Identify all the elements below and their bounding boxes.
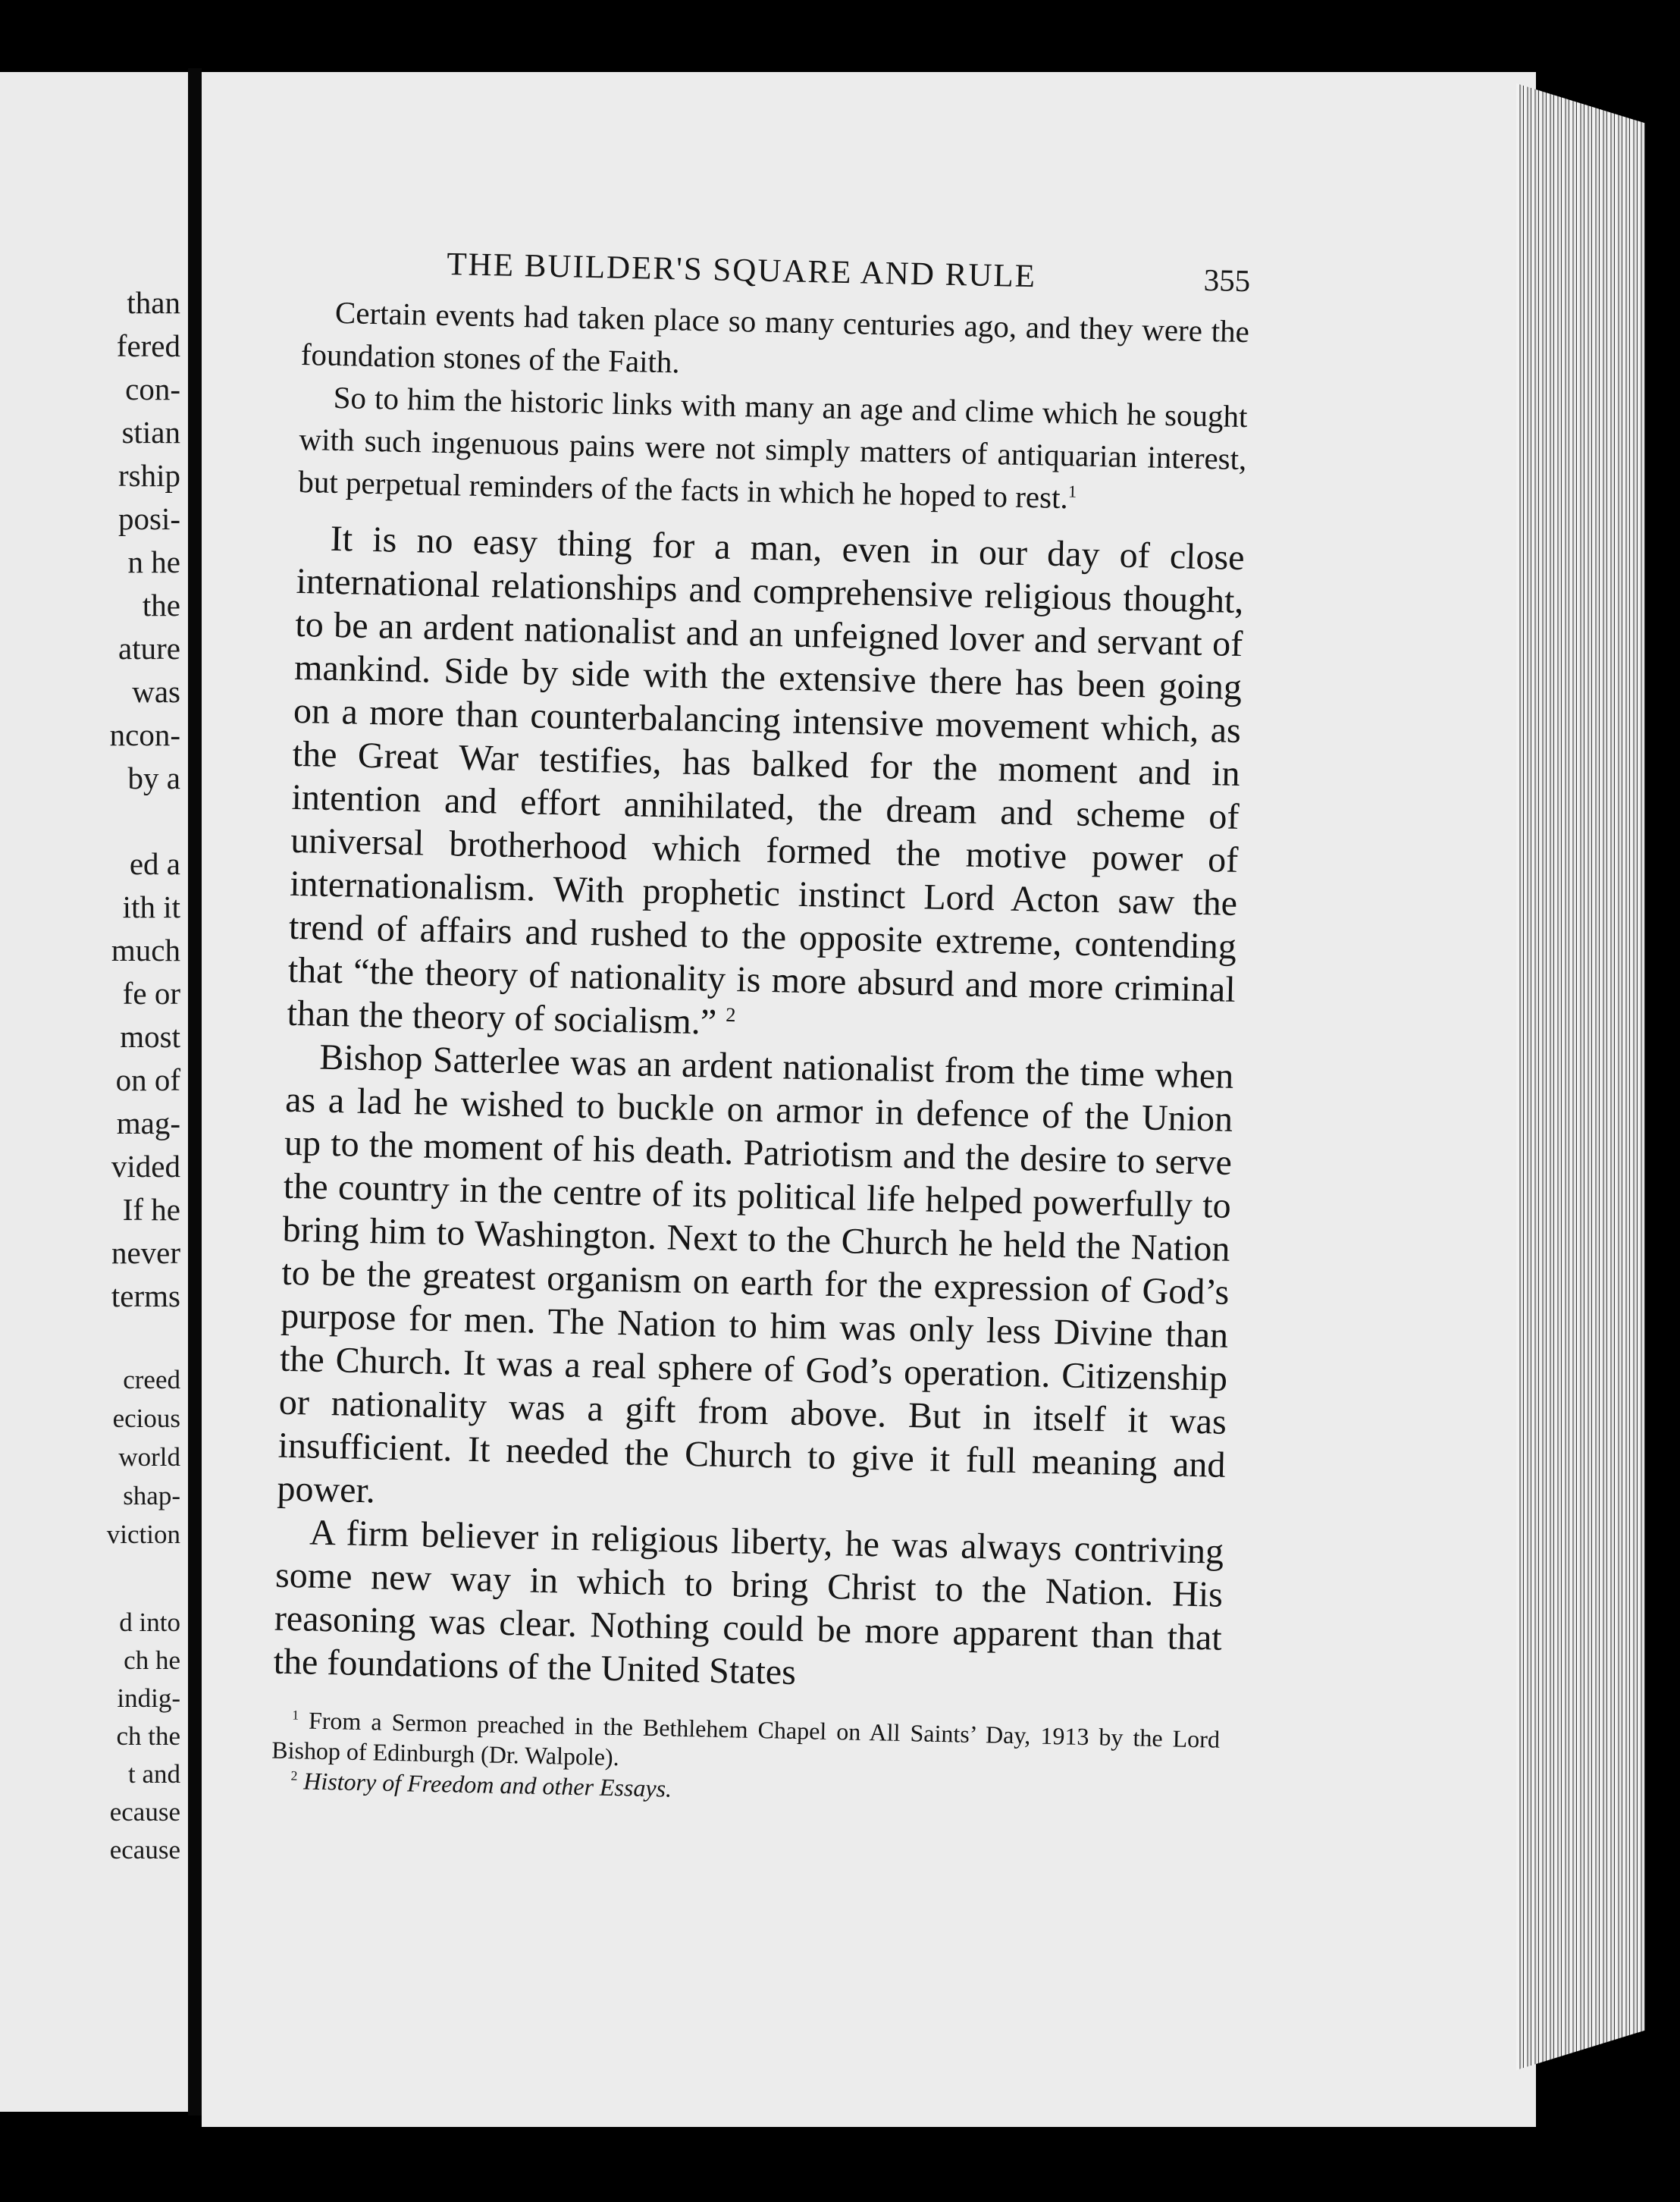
paragraph-2 bbox=[298, 375, 1248, 522]
left-page-line-fragment: fered bbox=[116, 328, 180, 363]
left-page-line-fragment: If he bbox=[122, 1192, 180, 1227]
left-page-line-fragment: rship bbox=[118, 458, 180, 493]
left-page-line-fragment: mag- bbox=[116, 1106, 180, 1140]
footnote-2-marker: 2 bbox=[290, 1768, 298, 1783]
page-number: 355 bbox=[1203, 262, 1251, 299]
left-page-line-fragment: ature bbox=[118, 631, 180, 666]
left-page-line-fragment: viction bbox=[106, 1520, 180, 1549]
footnote-1-marker: 1 bbox=[292, 1707, 299, 1723]
left-page-line-fragment: shap- bbox=[123, 1481, 180, 1510]
paragraph-2-text: So to him the historic links with many an age and clime which he sought with such ingenuous pains were not simply matters of antiquarian interest, but perpetual reminders of the facts in which he hoped to rest. bbox=[297, 379, 1248, 516]
left-page-line-fragment: ecause bbox=[109, 1835, 180, 1865]
running-head-title: THE BUILDER'S SQUARE AND RULE bbox=[446, 246, 1037, 295]
left-page-line-fragment: most bbox=[120, 1019, 180, 1054]
footnote-2-text: History of Freedom and other Essays. bbox=[302, 1767, 672, 1802]
left-page-line-fragment: d into bbox=[119, 1608, 180, 1637]
left-page-line-fragment: stian bbox=[121, 415, 180, 450]
left-page-line-fragment: ncon- bbox=[109, 717, 180, 752]
left-page-line-fragment: creed bbox=[123, 1365, 180, 1394]
note-reference-2: 2 bbox=[726, 1002, 736, 1027]
left-page-line-fragment: terms bbox=[111, 1278, 180, 1313]
left-page-line-fragment: much bbox=[111, 933, 180, 968]
left-page-line-fragment: n he bbox=[127, 544, 180, 579]
left-page-line-fragment: the bbox=[142, 588, 180, 623]
left-facing-page bbox=[0, 72, 188, 2112]
left-page-line-fragment: never bbox=[111, 1235, 180, 1270]
left-page-line-fragment: vided bbox=[111, 1149, 180, 1184]
left-page-line-fragment: by a bbox=[127, 761, 180, 795]
left-page-line-fragment: indig- bbox=[117, 1683, 180, 1713]
book-gutter bbox=[188, 68, 202, 2116]
left-page-line-fragment: con- bbox=[125, 372, 180, 406]
left-page-line-fragment: world bbox=[118, 1442, 180, 1472]
paragraph-3-text: It is no easy thing for a man, even in our day of close international relationships and comprehensive religious thought, to be an ardent nationalist and an unfeigned lover and servant of mankind. Side by side with the extensive there has been going on a more than counterbalancing intensive movement which, as the Great War testifies, has balked for the moment and in intention and effort annihilated, the dream and scheme of universal brotherhood which formed the motive power of internationalism. With prophetic instinct Lord Acton saw the trend of affairs and rushed to the opposite extreme, contending that “the theory of nationality is more absurd and more criminal than the theory of socialism.” bbox=[287, 518, 1246, 1043]
left-page-line-fragment: ch he bbox=[124, 1645, 180, 1675]
left-page-line-fragment: fe or bbox=[122, 976, 180, 1011]
footnote-1-text: From a Sermon preached in the Bethlehem Chapel on All Saints’ Day, 1913 by the Lord Bishop of Edinburgh (Dr. Walpole). bbox=[271, 1706, 1221, 1771]
paragraph-4-text: Bishop Satterlee was an ardent nationalist from the time when as a lad he wished to buckle on armor in defence of the Union up to the moment of his death. Patriotism and the desire to serve the country in the centre of its political life helped powerfully to bring him to Washington. Next to the Church he held the Nation to be the greatest organism on earth for the expression of God’s purpose for men. The Nation to him was only less Divine than the Church. It was a real sphere of God’s operation. Citizenship or nationality was a gift from above. But in itself it was insufficient. It needed the Church to give it full meaning and power. bbox=[277, 1037, 1234, 1511]
left-page-line-fragment: than bbox=[127, 285, 180, 320]
paragraph-1-text: Certain events had taken place so many centuries ago, and they were the foundation stones of the Faith. bbox=[300, 294, 1250, 380]
left-page-line-fragment: ed a bbox=[129, 846, 180, 881]
page-text-block bbox=[271, 243, 1251, 1815]
page-edges bbox=[1516, 83, 1645, 2070]
left-page-line-fragment: ecause bbox=[109, 1797, 180, 1827]
paragraph-5 bbox=[273, 1510, 1224, 1703]
paragraph-4 bbox=[277, 1035, 1234, 1530]
left-page-line-fragment: ecious bbox=[112, 1404, 180, 1433]
paragraph-3 bbox=[287, 516, 1245, 1055]
left-page-line-fragment: was bbox=[132, 674, 180, 709]
left-page-line-fragment: ch the bbox=[116, 1721, 180, 1751]
left-page-line-fragment: ith it bbox=[122, 889, 180, 924]
left-page-line-fragment: on of bbox=[115, 1062, 180, 1097]
left-page-line-fragment: t and bbox=[127, 1759, 180, 1789]
left-page-line-fragment: posi- bbox=[118, 501, 180, 536]
paragraph-5-text: A firm believer in religious liberty, he was always contriving some new way in which to bring Christ to the Nation. His reasoning was clear. Nothing could be more apparent than that the foundations of the United States bbox=[273, 1512, 1224, 1693]
note-reference-1: 1 bbox=[1067, 481, 1077, 501]
